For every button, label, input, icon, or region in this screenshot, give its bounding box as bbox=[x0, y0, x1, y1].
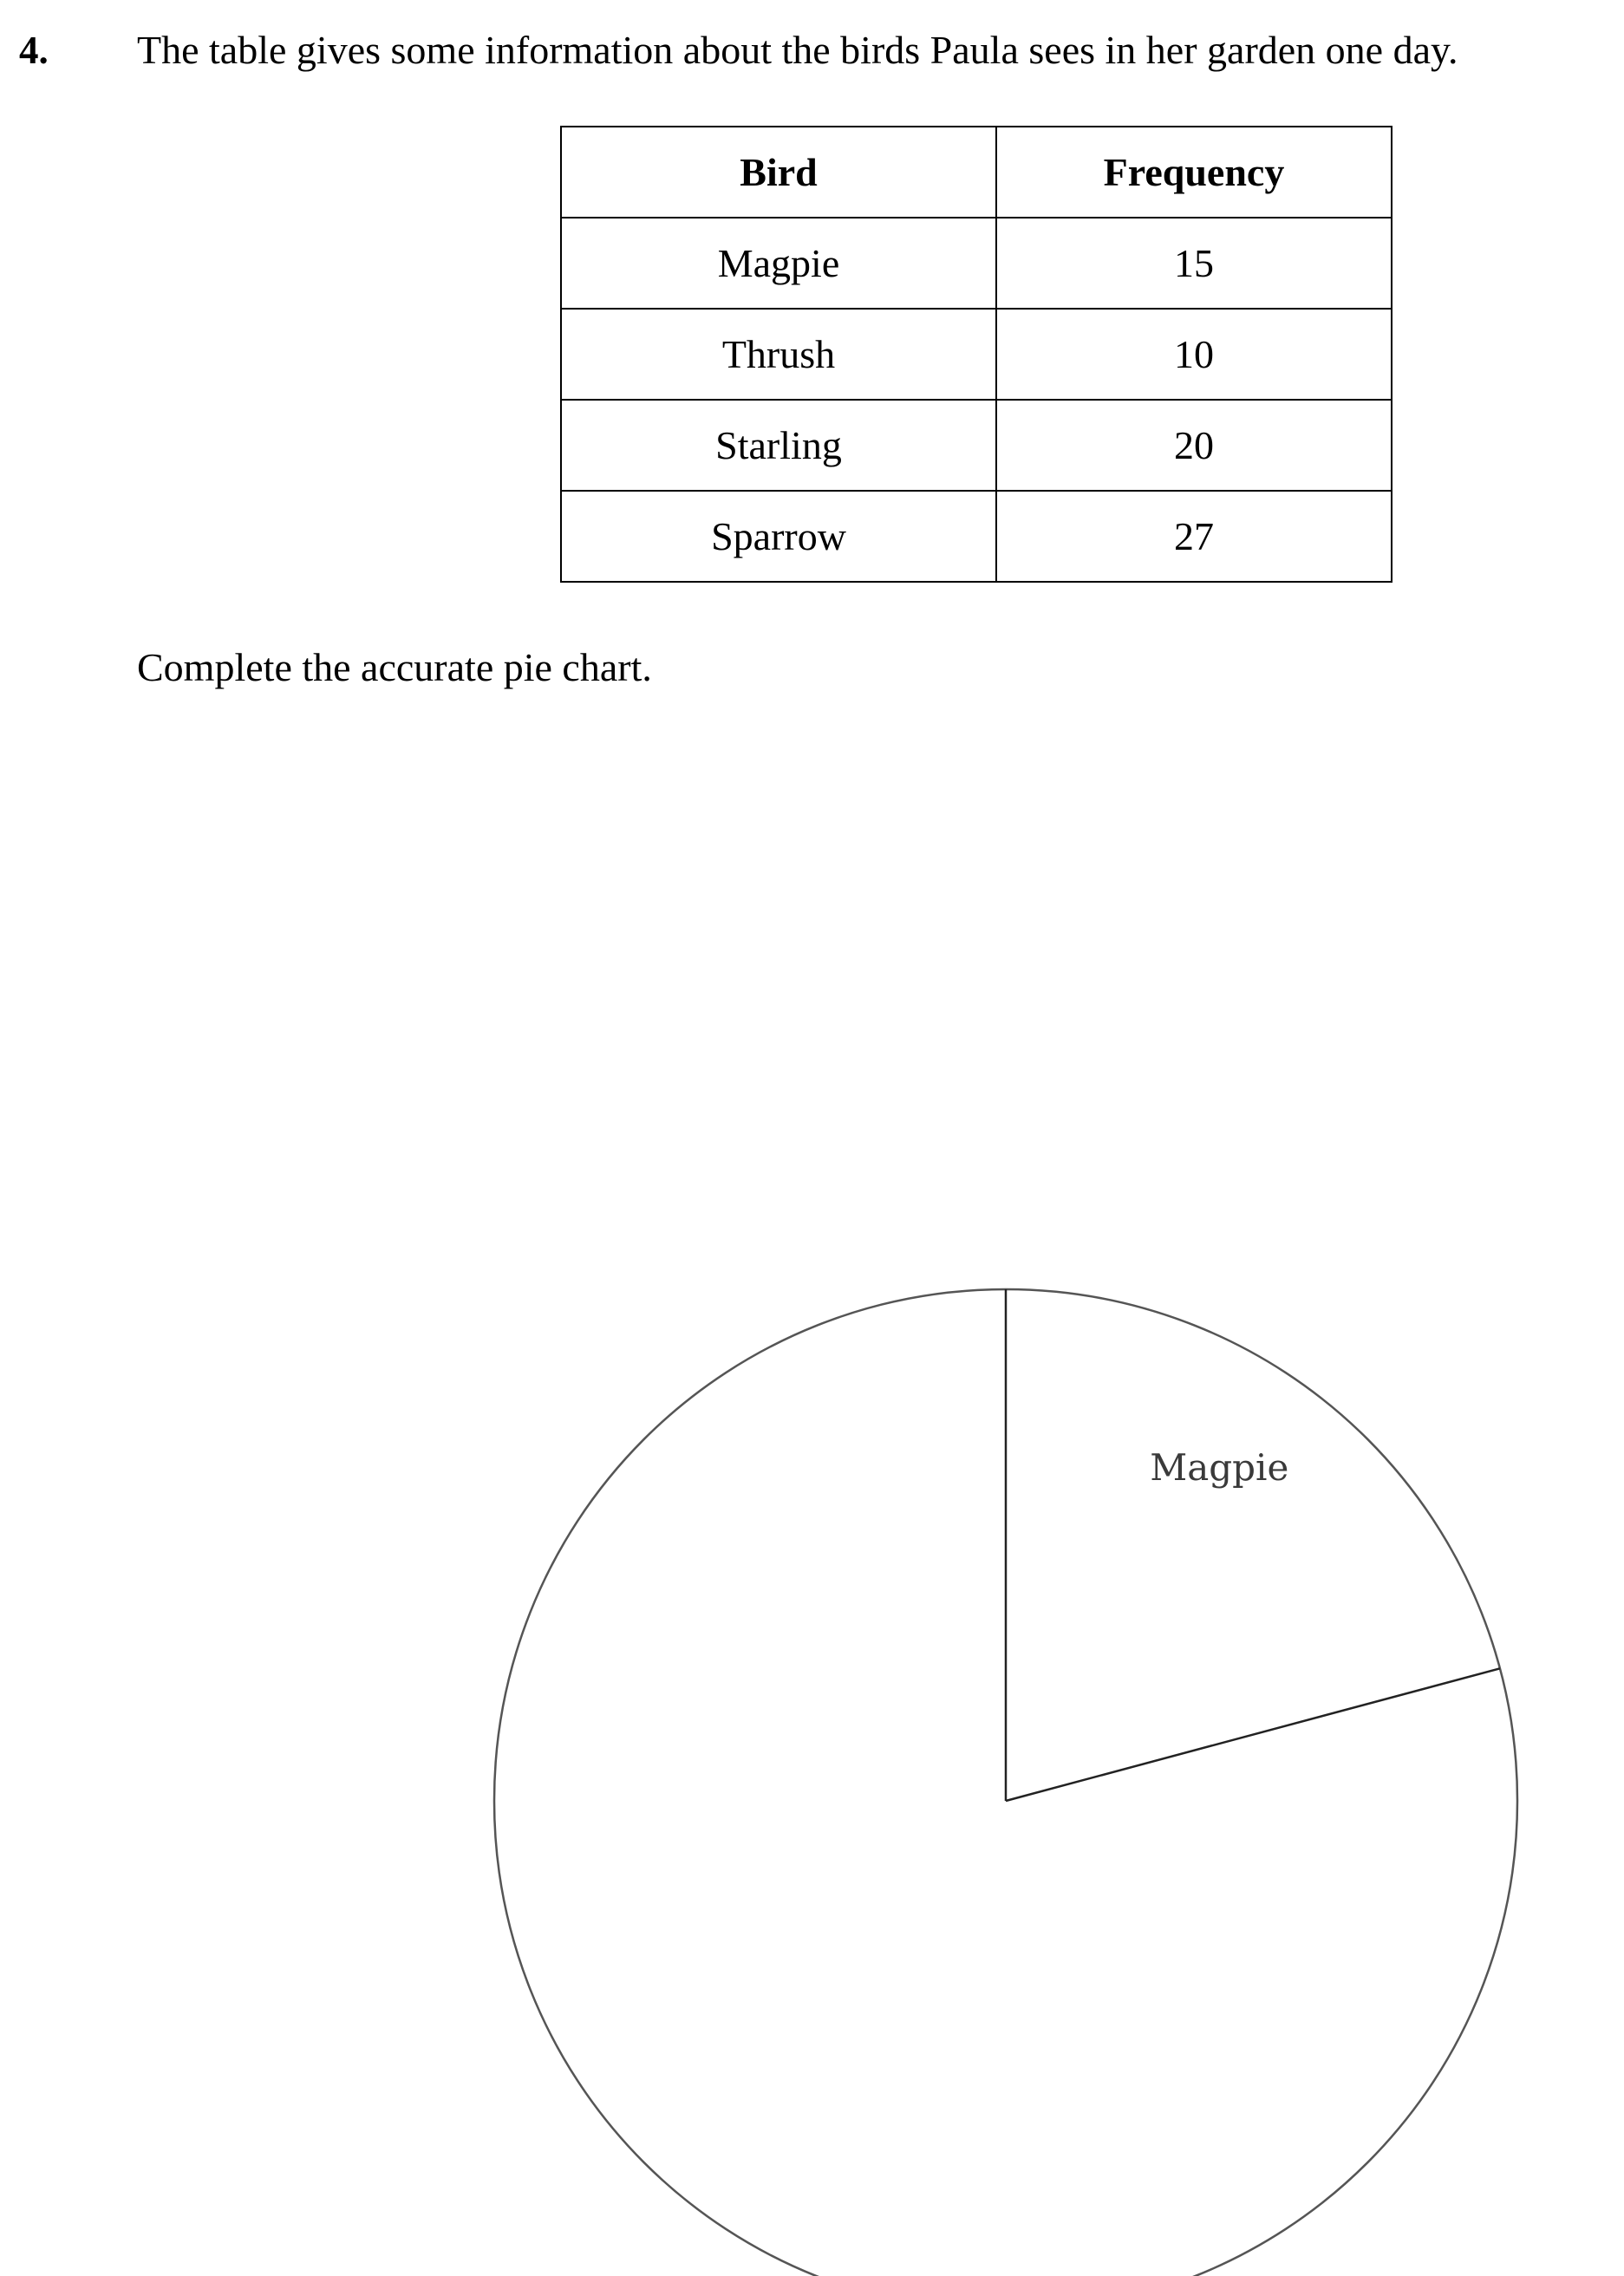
slice-label-magpie: Magpie bbox=[1150, 1446, 1289, 1490]
table-row bbox=[561, 491, 1392, 582]
bird-cell: Thrush bbox=[561, 309, 996, 400]
bird-frequency-table bbox=[560, 126, 1392, 583]
header-frequency: Frequency bbox=[996, 127, 1392, 218]
table-row bbox=[561, 218, 1392, 309]
question-number: 4. bbox=[19, 29, 49, 72]
table-header-row bbox=[561, 127, 1392, 218]
bird-cell: Starling bbox=[561, 400, 996, 491]
pie-slices bbox=[1006, 1289, 1500, 1801]
pie-outline bbox=[494, 1289, 1517, 2276]
bird-cell: Magpie bbox=[561, 218, 996, 309]
frequency-cell: 27 bbox=[996, 491, 1392, 582]
bird-cell: Sparrow bbox=[561, 491, 996, 582]
frequency-cell: 10 bbox=[996, 309, 1392, 400]
table-row bbox=[561, 309, 1392, 400]
frequency-cell: 15 bbox=[996, 218, 1392, 309]
header-bird: Bird bbox=[561, 127, 996, 218]
question-text: The table gives some information about the birds Paula sees in her garden one day. bbox=[137, 28, 1458, 72]
frequency-cell: 20 bbox=[996, 400, 1392, 491]
instruction-text: Complete the accurate pie chart. bbox=[137, 645, 652, 689]
slice-0-end-radius bbox=[1006, 1668, 1500, 1801]
table-row bbox=[561, 400, 1392, 491]
